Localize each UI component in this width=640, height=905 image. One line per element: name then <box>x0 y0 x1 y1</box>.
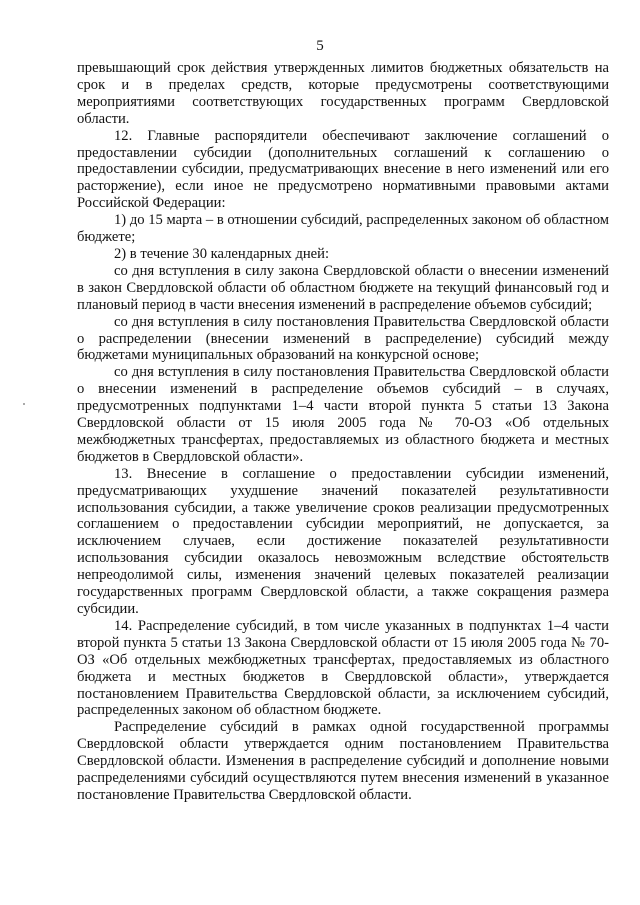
paragraph-subitem-2-case-changes: со дня вступления в силу постановления Правительства Свердловской области о внесении изменений в распределение объемов субсидий – в случаях, предусмотренных подпунктами 1–4 части второй пункта 5 статьи 13 Закона Свердловской области от 15 июля 2005 года № 70-ОЗ «Об отдельных межбюджетных трансфертах, предоставляемых из областного бюджета и местных бюджетов в Свердловской области». <box>77 364 609 465</box>
paragraph-continuation: превышающий срок действия утвержденных лимитов бюджетных обязательств на срок и в пределах средств, которые предусмотрены соответствующими мероприятиями соответствующих государственных программ Свердловской области. <box>77 60 609 127</box>
scan-artifact-dot <box>23 403 25 405</box>
paragraph-item-13: 13. Внесение в соглашение о предоставлении субсидии изменений, предусматривающих ухудшение значений показателей результативности использования субсидии, а также увеличение сроков реализации предусмотренных соглашением о предоставлении субсидии мероприятий, не допускается, за исключением случаев, если достижение показателей результативности использования субсидии оказалось невозможным вследствие обстоятельств непреодолимой силы, изменения значений целевых показателей реализации государственных программ Свердловской области, а также сокращения размера субсидии. <box>77 465 609 617</box>
paragraph-item-12: 12. Главные распорядители обеспечивают заключение соглашений о предоставлении субсидии (дополнительных соглашений к соглашению о предоставлении субсидии, предусматривающих внесение в него изменений или его расторжение), если иное не предусмотрено нормативными правовыми актами Российской Федерации: <box>77 127 609 212</box>
document-body <box>77 60 609 804</box>
paragraph-subitem-2-case-competition: со дня вступления в силу постановления Правительства Свердловской области о распределении (внесении изменений в распределение) субсидий между бюджетами муниципальных образований на конкурсной основе; <box>77 313 609 364</box>
paragraph-item-14-continuation: Распределение субсидий в рамках одной государственной программы Свердловской области утверждается одним постановлением Правительства Свердловской области. Изменения в распределение субсидий и дополнение новыми распределениями субсидий осуществляются путем внесения изменений в указанное постановление Правительства Свердловской области. <box>77 719 609 803</box>
paragraph-item-14: 14. Распределение субсидий, в том числе указанных в подпунктах 1–4 части второй пункта 5 статьи 13 Закона Свердловской области от 15 июля 2005 года № 70-ОЗ «Об отдельных межбюджетных трансфертах, предоставляемых из областного бюджета и местных бюджетов в Свердловской области», утверждается постановлением Правительства Свердловской области, за исключением субсидий, распределенных законом об областном бюджете. <box>77 617 609 719</box>
paragraph-subitem-2: 2) в течение 30 календарных дней: <box>114 245 330 262</box>
paragraph-subitem-1: 1) до 15 марта – в отношении субсидий, распределенных законом об областном бюджете; <box>77 212 609 246</box>
page-number: 5 <box>316 38 324 54</box>
paragraph-subitem-2-case-law: со дня вступления в силу закона Свердловской области о внесении изменений в закон Свердловской области об областном бюджете на текущий финансовый год и плановый период в части внесения изменений в распределение объемов субсидий; <box>77 262 609 313</box>
